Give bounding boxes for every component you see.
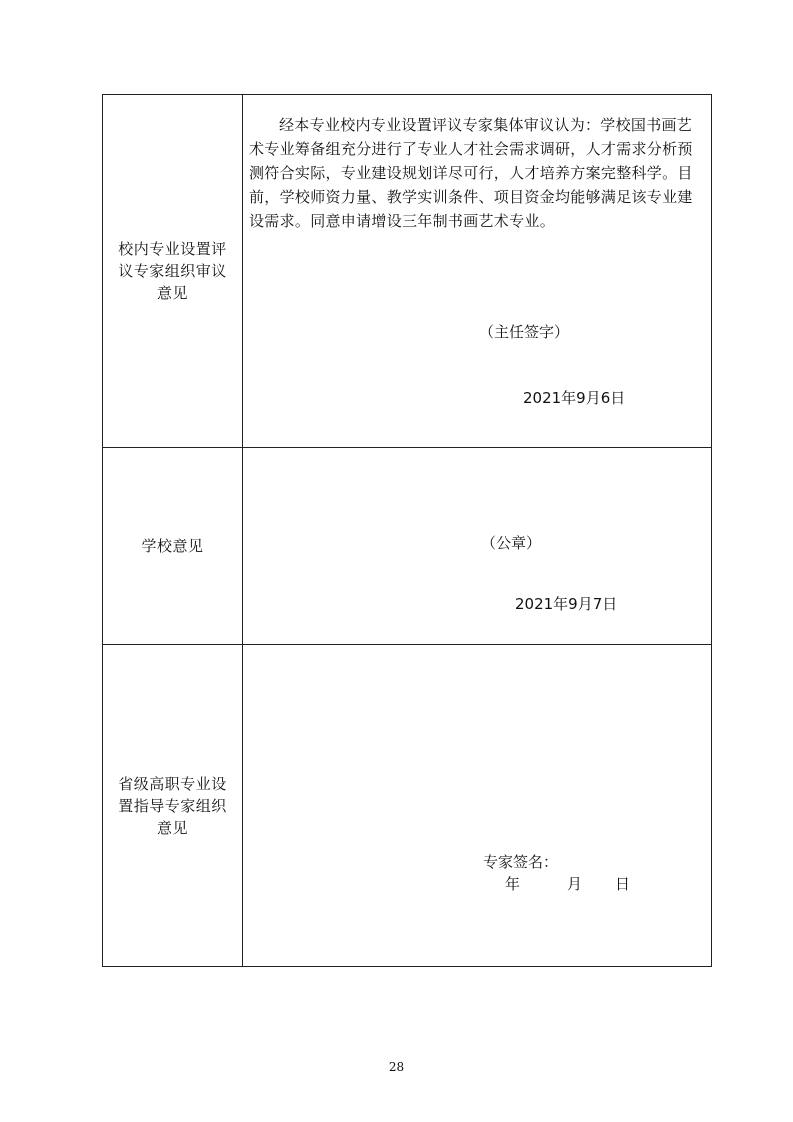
official-seal-label: （公章） — [481, 534, 542, 552]
review-form-table — [102, 94, 712, 967]
expert-signature-label: 专家签名： — [483, 853, 559, 871]
director-signature-label: （主任签字） — [479, 323, 570, 341]
row-label: 省级高职专业设置指导专家组织意见 — [118, 774, 227, 837]
row-provincial-expert-opinion — [103, 645, 711, 966]
row-label: 校内专业设置评议专家组织审议意见 — [118, 240, 227, 302]
review-opinion-text: 经本专业校内专业设置评议专家集体审议认为：学校国书画艺术专业筹备组充分进行了专业人才社会需求调研，人才需求分析预测符合实际，专业建设规划详尽可行，人才培养方案完整科学。目前，学校师资力量、教学实训条件、项目资金均能够满足该专业建设需求。同意申请增设三年制书画艺术专业。 — [249, 116, 693, 230]
date-month-label: 月 — [567, 875, 583, 893]
row-label: 学校意见 — [141, 537, 204, 555]
page-number: 28 — [388, 1060, 405, 1074]
content-cell — [243, 448, 711, 644]
label-cell — [103, 95, 243, 447]
label-cell — [103, 448, 243, 644]
row-campus-expert-review — [103, 95, 711, 448]
content-cell — [243, 645, 711, 966]
review-date: 2021年9月6日 — [523, 389, 626, 407]
school-date: 2021年9月7日 — [515, 595, 618, 613]
date-day-label: 日 — [615, 875, 631, 893]
row-school-opinion — [103, 448, 711, 645]
content-cell — [243, 95, 711, 447]
date-year-label: 年 — [505, 875, 521, 893]
label-cell — [103, 645, 243, 966]
